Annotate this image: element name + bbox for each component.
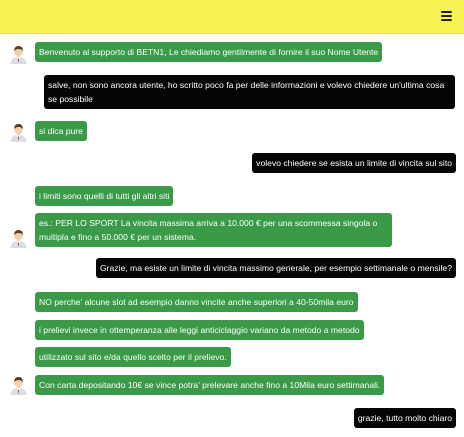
operator-message: Benvenuto al supporto di BETN1, Le chiediamo gentilmente di fornire il suo Nome Utente [35,42,382,62]
user-message: volevo chiedere se esista un limite di vincita sul sito [252,153,456,173]
operator-message: NO perche' alcune slot ad esempio danno vincite anche superiori a 40-50mila euro [35,292,358,312]
operator-message: i limiti sono quelli di tutti gli altri siti [35,186,173,206]
user-message: grazie, tutto molto chiaro [354,408,456,428]
hamburger-menu-icon[interactable] [441,11,452,21]
operator-message: Con carta depositando 10€ se vince potra' prelevare anche fino a 10Mila euro settimanali. [35,375,384,395]
operator-message: si dica pure [35,121,87,141]
operator-message: i prelievi invece in ottemperanza alle leggi anticiclaggio variano da metodo a metodo [35,320,364,340]
top-bar [0,0,464,34]
operator-avatar [8,43,29,64]
operator-message: utilizzato sul sito e/da quello scelto per il prelievo. [35,347,231,367]
operator-message: es.: PER LO SPORT La vincita massima arriva a 10.000 € per una scommessa singola o multipla e fino a 50.000 € per un sistema. [35,213,392,247]
operator-avatar [8,227,29,248]
user-message: Grazie, ma esiste un limite di vincita massimo generale, per esempio settimanale o mensile? [96,258,456,278]
operator-avatar [8,121,29,142]
operator-avatar [8,374,29,395]
user-message: salve, non sono ancora utente, ho scritto poco fa per delle informazioni e volevo chiedere un'ultima cosa se possibile [44,75,455,109]
